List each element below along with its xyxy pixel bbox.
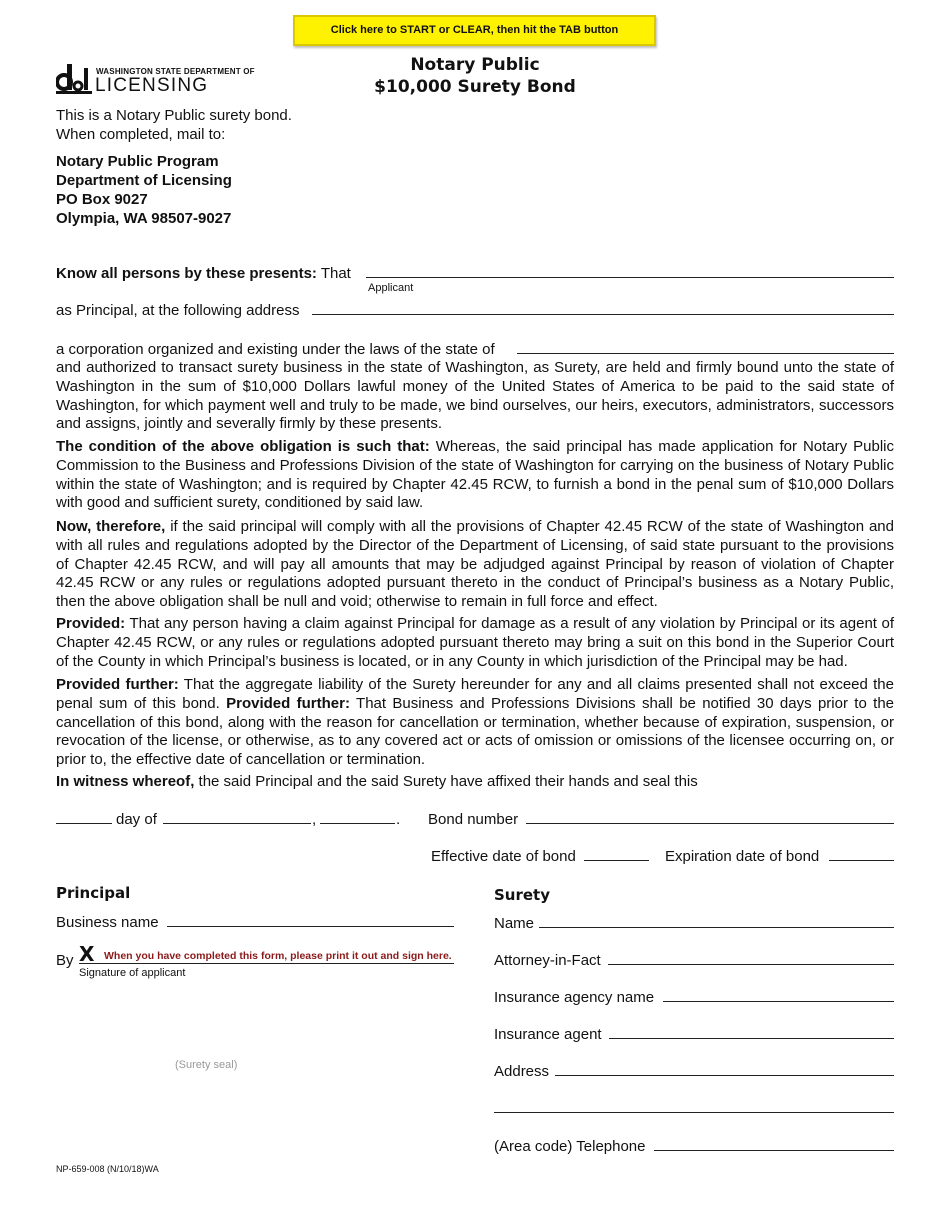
dol-logo-mark-icon xyxy=(56,62,92,94)
principal-address-field[interactable] xyxy=(312,314,894,315)
mailing-address xyxy=(56,152,232,228)
effective-date-label: Effective date of bond xyxy=(431,848,576,865)
condition-text: Whereas, the said principal has made application for Notary Public Commission to the Business and Professions Division of the state of Washington for carrying on the business of Notary Public within the state of Washington; and is required by Chapter 42.45 RCW, to furnish a bond in the penal sum of $10,000 Dollars with good and sufficient surety, conditioned by said law. xyxy=(56,438,894,512)
business-name-field[interactable] xyxy=(167,926,454,927)
provided-further-lead-2: Provided further: xyxy=(226,694,350,712)
signature-x-mark: X xyxy=(79,942,95,966)
start-clear-button[interactable]: Click here to START or CLEAR, then hit the TAB button xyxy=(293,15,656,46)
title-line-2: $10,000 Surety Bond xyxy=(374,77,576,97)
paragraph-provided-further xyxy=(56,676,894,770)
insurance-agency-field[interactable] xyxy=(663,1001,894,1002)
year-field[interactable] xyxy=(320,823,395,824)
mail-line-3: PO Box 9027 xyxy=(56,191,148,208)
intro-line-1: This is a Notary Public surety bond. xyxy=(56,107,292,124)
corporation-state-field[interactable] xyxy=(517,353,894,354)
provided-further-lead: Provided further: xyxy=(56,676,179,693)
paragraph-now-therefore xyxy=(56,518,894,612)
title-line-1: Notary Public xyxy=(410,55,540,75)
provided-lead: Provided: xyxy=(56,615,126,632)
surety-name-label: Name xyxy=(494,915,535,932)
mail-line-1: Notary Public Program xyxy=(56,153,219,170)
month-field[interactable] xyxy=(163,823,311,824)
telephone-label: (Area code) Telephone xyxy=(494,1138,646,1155)
surety-address-field[interactable] xyxy=(555,1075,894,1076)
provided-further-text-a: That the aggregate liability of the Surety hereunder for any and all claims presented shall not exceed the penal sum of this bond. xyxy=(56,676,894,712)
attorney-in-fact-field[interactable] xyxy=(608,964,894,965)
know-all-that: That xyxy=(320,265,351,282)
mail-line-4: Olympia, WA 98507-9027 xyxy=(56,210,232,227)
principal-header: Principal xyxy=(56,884,131,902)
by-label: By xyxy=(56,952,74,969)
effective-date-field[interactable] xyxy=(584,860,649,861)
mail-line-2: Department of Licensing xyxy=(56,172,232,189)
know-all-label xyxy=(56,265,351,282)
condition-lead: The condition of the above obligation is such that: xyxy=(56,438,430,455)
intro-text xyxy=(56,106,292,144)
paragraph-condition xyxy=(56,438,894,513)
form-number: NP-659-008 (N/10/18)WA xyxy=(56,1164,159,1174)
surety-seal-label: (Surety seal) xyxy=(175,1059,238,1071)
telephone-field[interactable] xyxy=(654,1150,894,1151)
paragraph-provided xyxy=(56,615,894,671)
surety-address-field-2[interactable] xyxy=(494,1112,894,1113)
applicant-field[interactable] xyxy=(366,277,894,278)
intro-line-2: When completed, mail to: xyxy=(56,126,226,143)
signature-field[interactable] xyxy=(79,963,454,964)
day-of-label: day of xyxy=(116,811,157,828)
bond-number-label: Bond number xyxy=(428,811,519,828)
witness-text: the said Principal and the said Surety have affixed their hands and seal this xyxy=(194,773,698,790)
witness-lead: In witness whereof, xyxy=(56,773,195,790)
applicant-caption: Applicant xyxy=(368,282,414,294)
insurance-agent-label: Insurance agent xyxy=(494,1026,602,1043)
paragraph-witness xyxy=(56,773,894,792)
corporation-state-label: a corporation organized and existing under the laws of the state of xyxy=(56,341,495,358)
principal-address-label: as Principal, at the following address xyxy=(56,302,300,319)
bond-number-field[interactable] xyxy=(526,823,894,824)
now-therefore-lead: Now, therefore, xyxy=(56,518,166,535)
provided-text: That any person having a claim against Principal for damage as a result of any violation by Principal or its agent of Chapter 42.45 RCW, or any rules or regulations adopted pursuant thereto may bring a suit on this bond in the Superior Court of the County in which Principal’s business is located, or in any County in which jurisdiction of the Principal may be had. xyxy=(56,615,894,670)
provided-further-text-b: That Business and Professions Divisions shall be notified 30 days prior to the cancellation of this bond, along with the reason for cancellation or termination, whether because of expiration, suspension, or revocation of the license, or otherwise, as to any covered act or acts of omission or omissions of the licensee occurring on, or prior to, the effective date of cancellation or termination. xyxy=(56,694,894,769)
insurance-agent-field[interactable] xyxy=(609,1038,894,1039)
page-title xyxy=(300,54,650,98)
surety-address-label: Address xyxy=(494,1063,550,1080)
day-field[interactable] xyxy=(56,823,112,824)
signature-caption: Signature of applicant xyxy=(79,967,186,979)
logo-name-text: LICENSING xyxy=(95,75,209,96)
business-name-label: Business name xyxy=(56,914,159,931)
expiration-date-field[interactable] xyxy=(829,860,894,861)
paragraph-surety-terms: and authorized to transact surety business in the state of Washington, as Surety, are held and firmly bound unto the state of Washington in the sum of $10,000 Dollars lawful money of the United States of America to be paid to the said state of Washington, for which payment well and truly to be made, we bind ourselves, our heirs, executors, administrators, successors and assigns, jointly and severally firmly by these presents. xyxy=(56,359,894,433)
now-therefore-text: if the said principal will comply with all the provisions of Chapter 42.45 RCW of the state of Washington and with all rules and regulations adopted by the Director of the Department of Licensing, of said state pursuant to the provisions of Chapter 42.45 RCW, and will pay all amounts that may be adjudged against Principal by reason of violation of Chapter 42.45 RCW or any rules or regulations adopted pursuant thereto in the conduct of Principal’s business as a Notary Public, then the above obligation shall be null and void; otherwise to remain in full force and effect. xyxy=(56,518,894,611)
insurance-agency-label: Insurance agency name xyxy=(494,989,655,1006)
sign-here-note: When you have completed this form, please print it out and sign here. xyxy=(104,950,452,962)
surety-name-field[interactable] xyxy=(539,927,894,928)
dol-logo xyxy=(56,62,255,96)
know-all-lead: Know all persons by these presents: xyxy=(56,265,317,282)
attorney-in-fact-label: Attorney-in-Fact xyxy=(494,952,601,969)
surety-header: Surety xyxy=(494,886,551,904)
expiration-date-label: Expiration date of bond xyxy=(665,848,820,865)
date-comma: , xyxy=(312,811,317,828)
logo-department-text: WASHINGTON STATE DEPARTMENT OF xyxy=(96,67,255,76)
date-period: . xyxy=(396,811,401,828)
